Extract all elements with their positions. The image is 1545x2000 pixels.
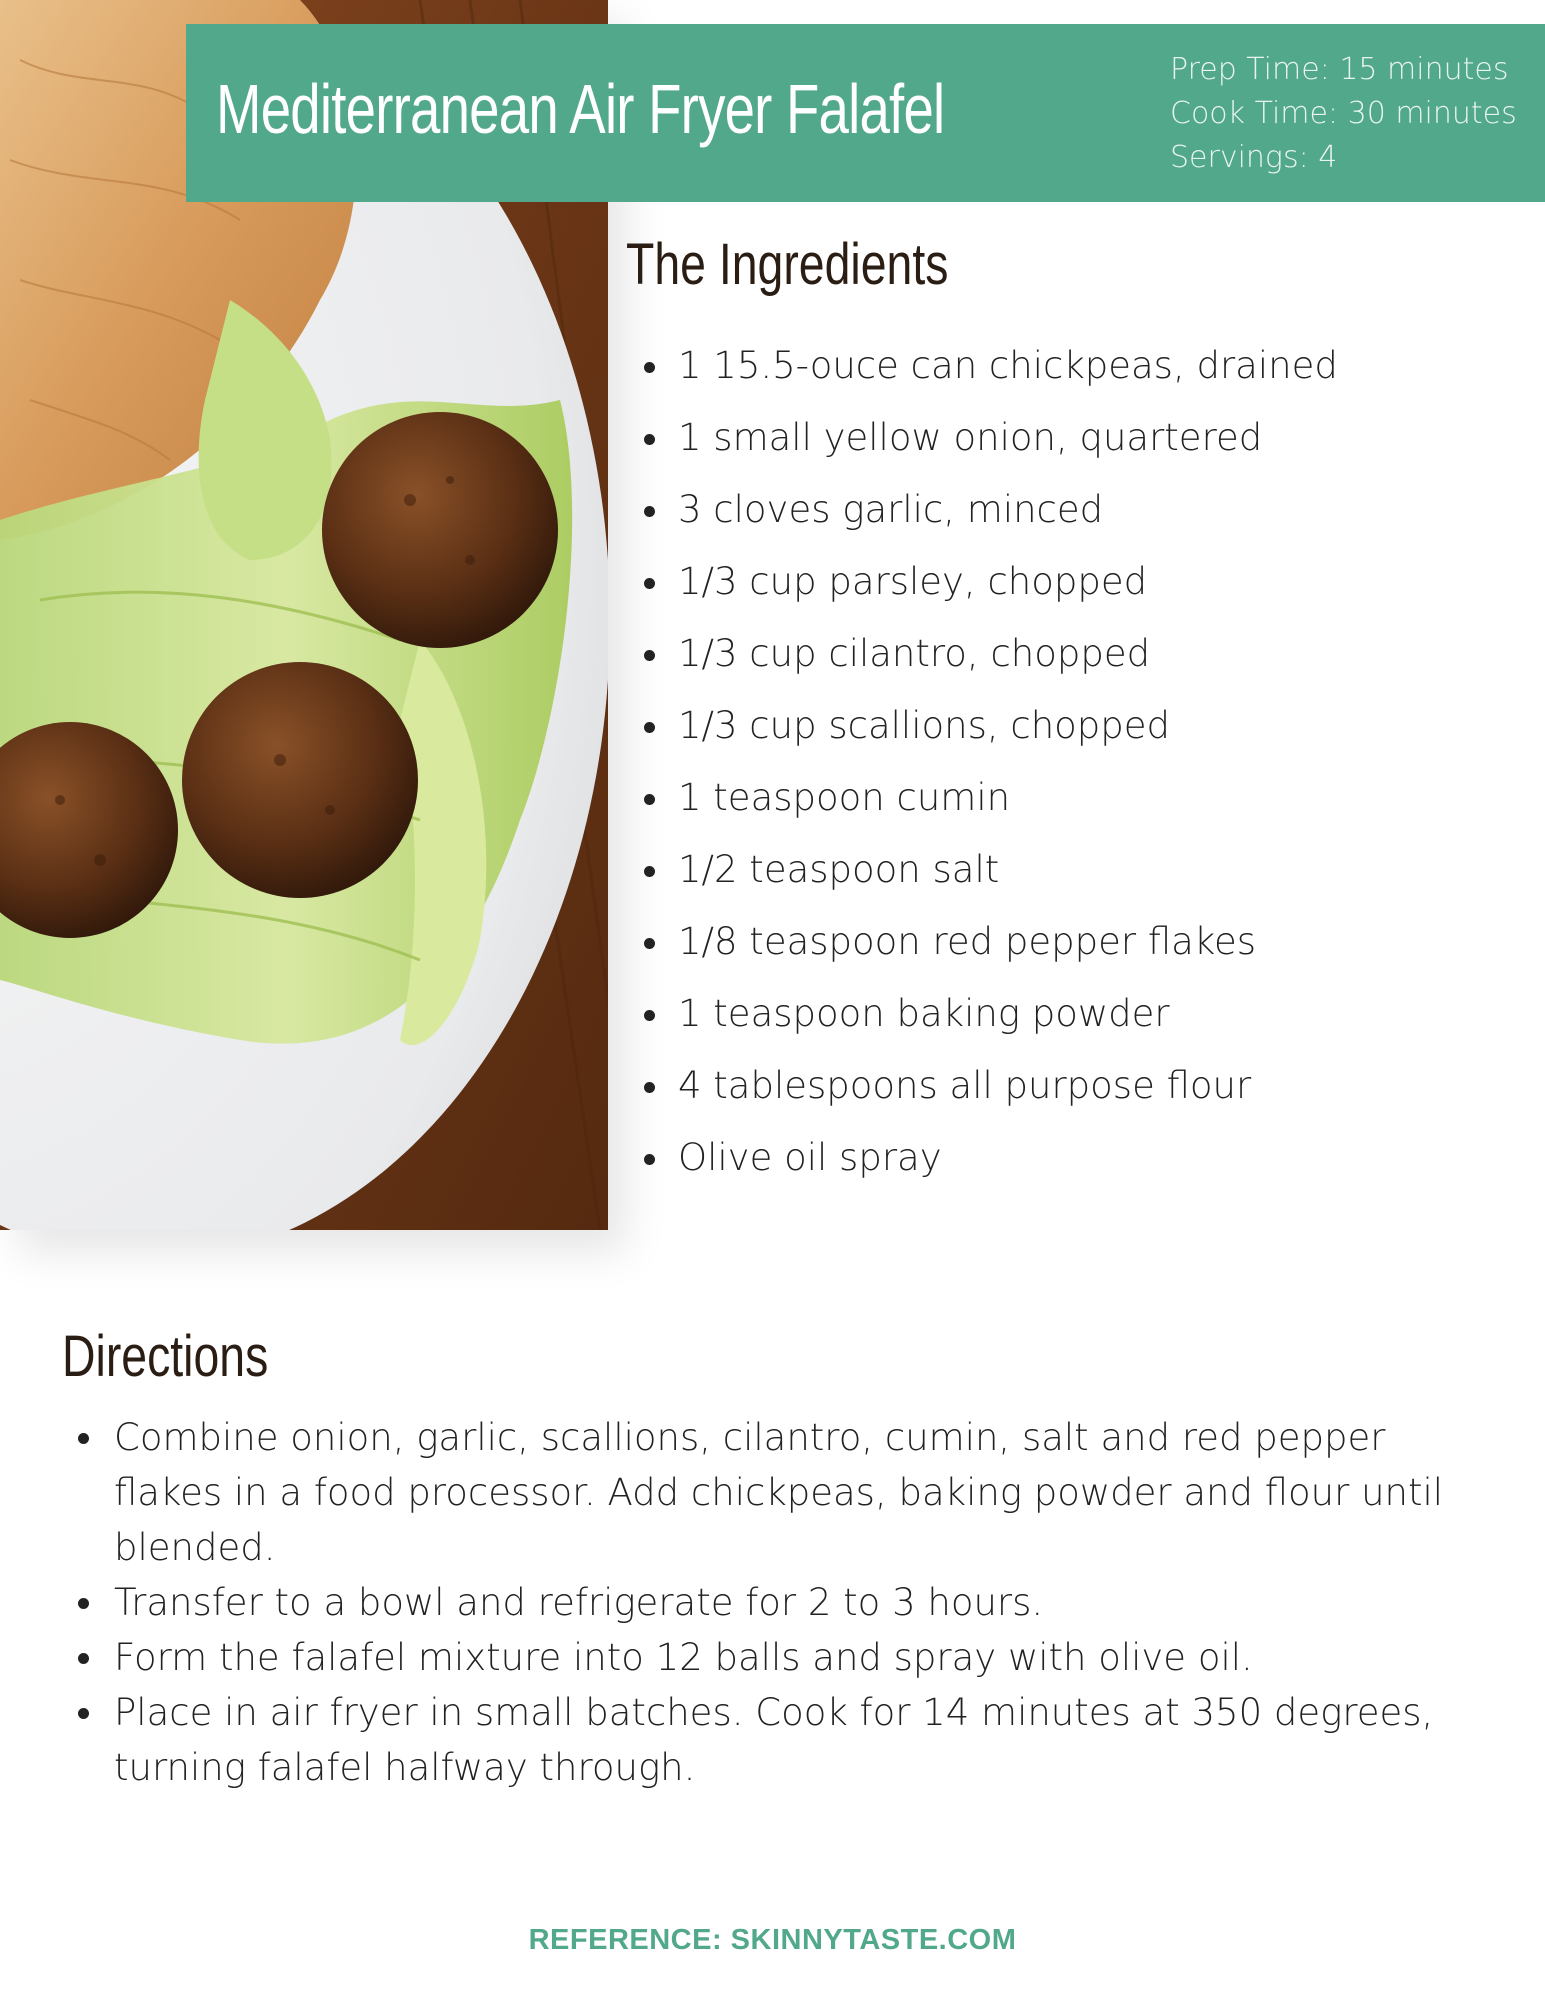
direction-step: Place in air fryer in small batches. Cook for 14 minutes at 350 degrees, turning falafel halfway through.: [62, 1685, 1482, 1795]
ingredient-item: 1 15.5-ouce can chickpeas, drained: [636, 340, 1338, 412]
ingredient-item: 1/8 teaspoon red pepper flakes: [636, 916, 1338, 988]
ingredient-item: 1 teaspoon baking powder: [636, 988, 1338, 1060]
ingredient-item: 4 tablespoons all purpose flour: [636, 1060, 1338, 1132]
ingredients-list: [636, 340, 1338, 1204]
direction-step: Transfer to a bowl and refrigerate for 2 to 3 hours.: [62, 1575, 1482, 1630]
ingredients-heading: The Ingredients: [626, 232, 949, 297]
direction-step: Combine onion, garlic, scallions, cilantro, cumin, salt and red pepper flakes in a food processor. Add chickpeas, baking powder and flour until blended.: [62, 1410, 1482, 1575]
ingredient-item: 1 small yellow onion, quartered: [636, 412, 1338, 484]
ingredient-item: 3 cloves garlic, minced: [636, 484, 1338, 556]
ingredient-item: 1 teaspoon cumin: [636, 772, 1338, 844]
ingredient-item: Olive oil spray: [636, 1132, 1338, 1204]
recipe-title: Mediterranean Air Fryer Falafel: [216, 70, 945, 148]
directions-heading: Directions: [62, 1324, 269, 1389]
servings: Servings: 4: [1170, 140, 1338, 175]
ingredient-item: 1/3 cup cilantro, chopped: [636, 628, 1338, 700]
direction-step: Form the falafel mixture into 12 balls and spray with olive oil.: [62, 1630, 1482, 1685]
directions-list: [62, 1410, 1482, 1795]
recipe-meta: [1170, 48, 1517, 180]
ingredient-item: 1/3 cup scallions, chopped: [636, 700, 1338, 772]
reference-link[interactable]: REFERENCE: SKINNYTASTE.COM: [528, 1924, 1017, 1956]
cook-time: Cook Time: 30 minutes: [1170, 96, 1517, 131]
ingredient-item: 1/3 cup parsley, chopped: [636, 556, 1338, 628]
prep-time: Prep Time: 15 minutes: [1170, 52, 1509, 87]
title-banner: [186, 24, 1545, 202]
ingredient-item: 1/2 teaspoon salt: [636, 844, 1338, 916]
